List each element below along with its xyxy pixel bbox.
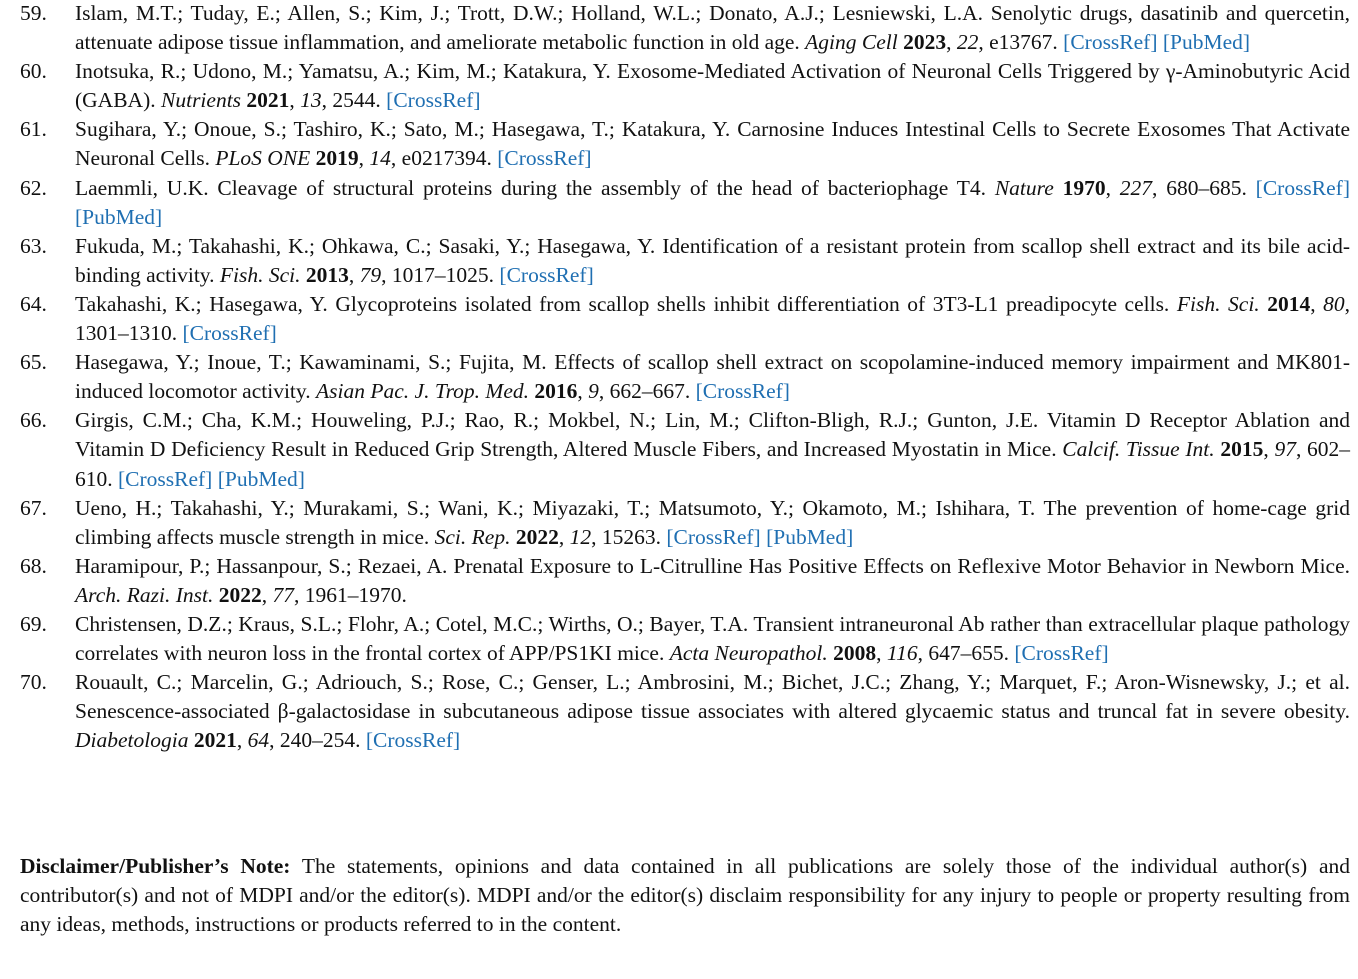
reference-authors: Islam, M.T.; Tuday, E.; Allen, S.; Kim, J.; Trott, D.W.; Holland, W.L.; Donato, A.J.; Lesniewski, L.A.	[75, 1, 984, 25]
reference-item: 63. Fukuda, M.; Takahashi, K.; Ohkawa, C.; Sasaki, Y.; Hasegawa, Y. Identification of a resistant protein from scallop shell extract and its bile acid-binding activity. Fish. Sci. 2013, 79, 1017–1025. [CrossRef]	[20, 233, 1350, 287]
reference-pages: 680–685.	[1166, 175, 1247, 200]
reference-link-crossref[interactable]: [CrossRef]	[695, 379, 790, 404]
reference-volume: 14	[369, 146, 391, 171]
reference-link-pubmed[interactable]: [PubMed]	[75, 204, 163, 229]
reference-volume: 9	[588, 379, 599, 404]
reference-year: 2016	[534, 379, 578, 404]
reference-title: Exosome-Mediated Activation of Neuronal Cells Triggered by γ-Aminobutyric Acid (GABA).	[75, 59, 1351, 113]
reference-year: 2022	[218, 582, 262, 607]
reference-title: Vitamin D Receptor Ablation and Vitamin D Deficiency Result in Reduced Grip Strength, Altered Muscle Fibers, and Increased Myostatin in Mice.	[75, 408, 1350, 462]
reference-journal: Calcif. Tissue Int.	[1062, 437, 1215, 462]
reference-year: 2019	[315, 146, 359, 171]
reference-number: 65.	[20, 350, 47, 375]
reference-volume: 64	[247, 728, 270, 753]
reference-item: 67. Ueno, H.; Takahashi, Y.; Murakami, S.; Wani, K.; Miyazaki, T.; Matsumoto, Y.; Okamoto, M.; Ishihara, T. The prevention of home-cage grid climbing affects muscle strength in mice. Sci. Rep. 2022, 12, 15263. [CrossRef] [PubMed]	[20, 495, 1350, 549]
reference-item: 68. Haramipour, P.; Hassanpour, S.; Rezaei, A. Prenatal Exposure to L-Citrulline Has Positive Effects on Reflexive Motor Behavior in Newborn Mice. Arch. Razi. Inst. 2022, 77, 1961–1970.	[20, 553, 1350, 607]
reference-authors: Sugihara, Y.; Onoue, S.; Tashiro, K.; Sato, M.; Hasegawa, T.; Katakura, Y.	[75, 117, 731, 142]
reference-authors: Inotsuka, R.; Udono, M.; Yamatsu, A.; Kim, M.; Katakura, Y.	[75, 59, 611, 84]
reference-link-pubmed[interactable]: [PubMed]	[766, 524, 854, 549]
reference-volume: 12	[569, 524, 592, 549]
reference-link-crossref[interactable]: [CrossRef]	[666, 524, 761, 549]
reference-link-crossref[interactable]: [CrossRef]	[365, 728, 461, 753]
reference-year: 2021	[246, 88, 290, 113]
reference-journal: Nature	[994, 175, 1054, 200]
reference-title: Senescence-associated β-galactosidase in subcutaneous adipose tissue associates with altered glycaemic status and truncal fat in severe obesity.	[75, 699, 1350, 724]
reference-number: 62.	[20, 175, 47, 200]
reference-volume: 80	[1323, 291, 1345, 316]
reference-number: 70.	[20, 670, 47, 695]
reference-item: 66. Girgis, C.M.; Cha, K.M.; Houweling, P.J.; Rao, R.; Mokbel, N.; Lin, M.; Clifton-Bligh, R.J.; Gunton, J.E. Vitamin D Receptor Ablation and Vitamin D Deficiency Result in Reduced Grip Strength, Altered Muscle Fibers, and Increased Myostatin in Mice. Calcif. Tissue Int. 2015, 97, 602–610. [CrossRef] [PubMed]	[20, 408, 1351, 491]
reference-pages: 1301–1310.	[75, 321, 178, 346]
reference-journal: Aging Cell	[805, 30, 898, 55]
reference-number: 59.	[20, 1, 47, 25]
reference-journal: Acta Neuropathol.	[669, 641, 828, 666]
reference-item: 65. Hasegawa, Y.; Inoue, T.; Kawaminami, S.; Fujita, M. Effects of scallop shell extract on scopolamine-induced memory impairment and MK801-induced locomotor activity. Asian Pac. J. Trop. Med. 2016, 9, 662–667. [CrossRef]	[20, 350, 1350, 404]
reference-year: 1970	[1062, 175, 1106, 200]
reference-title: Identification of a resistant protein from scallop shell extract and its bile acid-binding activity.	[75, 233, 1350, 287]
reference-link-crossref[interactable]: [CrossRef]	[118, 466, 213, 491]
reference-number: 64.	[20, 291, 47, 316]
reference-year: 2021	[193, 728, 237, 753]
reference-year: 2022	[515, 524, 559, 549]
reference-year: 2014	[1267, 291, 1311, 316]
reference-authors: Girgis, C.M.; Cha, K.M.; Houweling, P.J.; Rao, R.; Mokbel, N.; Lin, M.; Clifton-Bligh, R.J.; Gunton, J.E.	[75, 408, 1039, 433]
reference-number: 66.	[20, 408, 47, 433]
reference-title: Transient intraneuronal Ab rather than extracellular plaque pathology correlates with neuron loss in the frontal cortex of APP/PS1KI mice.	[75, 611, 1351, 666]
reference-year: 2023	[903, 30, 947, 55]
disclaimer	[20, 852, 1350, 939]
reference-journal: Diabetologia	[75, 728, 189, 753]
disclaimer-label: Disclaimer/Publisher’s Note:	[20, 854, 291, 878]
reference-volume: 97	[1274, 437, 1296, 462]
reference-number: 61.	[20, 117, 47, 142]
reference-authors: Haramipour, P.; Hassanpour, S.; Rezaei, A.	[75, 553, 448, 578]
reference-pages: 662–667.	[609, 379, 691, 404]
reference-authors: Hasegawa, Y.; Inoue, T.; Kawaminami, S.; Fujita, M.	[75, 350, 547, 375]
reference-title: The prevention of home-cage grid climbing affects muscle strength in mice.	[75, 495, 1350, 549]
reference-authors: Ueno, H.; Takahashi, Y.; Murakami, S.; Wani, K.; Miyazaki, T.; Matsumoto, Y.; Okamoto, M.; Ishihara, T.	[75, 495, 1036, 520]
reference-authors: Takahashi, K.; Hasegawa, Y.	[75, 291, 328, 316]
reference-title: Cleavage of structural proteins during the assembly of the head of bacteriophage T4.	[217, 175, 987, 200]
reference-journal: Fish. Sci.	[219, 262, 301, 287]
reference-journal: Sci. Rep.	[434, 524, 511, 549]
reference-authors: Laemmli, U.K.	[75, 175, 209, 200]
disclaimer-text: The statements, opinions and data contained in all publications are solely those of the individual author(s) and contributor(s) and not of MDPI and/or the editor(s). MDPI and/or the editor(s) disclaim responsibility for any injury to people or property resulting from any ideas, methods, instructions or products referred to in the content.	[20, 854, 1350, 937]
reference-pages: 2544.	[332, 88, 381, 113]
reference-title: Prenatal Exposure to L-Citrulline Has Positive Effects on Reflexive Motor Behavior in Newborn Mice.	[453, 553, 1350, 578]
reference-item: 60. Inotsuka, R.; Udono, M.; Yamatsu, A.; Kim, M.; Katakura, Y. Exosome-Mediated Activation of Neuronal Cells Triggered by γ-Aminobutyric Acid (GABA). Nutrients 2021, 13, 2544. [CrossRef]	[20, 59, 1351, 113]
reference-link-crossref[interactable]: [CrossRef]	[182, 321, 277, 346]
reference-journal: Asian Pac. J. Trop. Med.	[316, 379, 529, 404]
reference-authors: Christensen, D.Z.; Kraus, S.L.; Flohr, A.; Cotel, M.C.; Wirths, O.; Bayer, T.A.	[75, 611, 749, 636]
reference-number: 63.	[20, 233, 47, 258]
reference-item: 69. Christensen, D.Z.; Kraus, S.L.; Flohr, A.; Cotel, M.C.; Wirths, O.; Bayer, T.A. Transient intraneuronal Ab rather than extracellular plaque pathology correlates with neuron loss in the frontal cortex of APP/PS1KI mice. Acta Neuropathol. 2008, 116, 647–655. [CrossRef]	[20, 611, 1351, 666]
reference-pages: 602–610.	[75, 437, 1351, 491]
reference-volume: 13	[300, 88, 322, 113]
reference-link-crossref[interactable]: [CrossRef]	[1063, 30, 1158, 55]
reference-volume: 22	[956, 30, 979, 55]
reference-authors: Rouault, C.; Marcelin, G.; Adriouch, S.; Rose, C.; Genser, L.; Ambrosini, M.; Bichet, J.C.; Zhang, Y.; Marquet, F.; Aron-Wisnewsky, J.; et al.	[75, 670, 1350, 695]
reference-journal: Arch. Razi. Inst.	[75, 582, 214, 607]
reference-link-pubmed[interactable]: [PubMed]	[217, 466, 305, 491]
reference-number: 68.	[20, 553, 47, 578]
reference-journal: PLoS ONE	[215, 146, 311, 171]
reference-volume: 77	[272, 582, 294, 607]
reference-volume: 79	[359, 262, 382, 287]
reference-list	[20, 0, 1350, 755]
reference-number: 67.	[20, 495, 47, 520]
reference-pages: 15263.	[601, 524, 661, 549]
reference-volume: 116	[886, 641, 918, 666]
reference-item: 70. Rouault, C.; Marcelin, G.; Adriouch, S.; Rose, C.; Genser, L.; Ambrosini, M.; Bichet, J.C.; Zhang, Y.; Marquet, F.; Aron-Wisnewsky, J.; et al. Senescence-associated β-galactosidase in subcutaneous adipose tissue associates with altered glycaemic status and truncal fat in severe obesity. Diabetologia 2021, 64, 240–254. [CrossRef]	[20, 670, 1350, 753]
reference-pages: 1961–1970.	[304, 582, 407, 607]
reference-link-crossref[interactable]: [CrossRef]	[1255, 175, 1351, 200]
reference-link-crossref[interactable]: [CrossRef]	[386, 88, 481, 113]
reference-title: Effects of scallop shell extract on scopolamine-induced memory impairment and MK801-induced locomotor activity.	[75, 350, 1350, 404]
reference-link-crossref[interactable]: [CrossRef]	[497, 146, 592, 171]
reference-journal: Fish. Sci.	[1176, 291, 1260, 316]
reference-pages: 647–655.	[928, 641, 1009, 666]
reference-item: 64. Takahashi, K.; Hasegawa, Y. Glycoproteins isolated from scallop shells inhibit differentiation of 3T3-L1 preadipocyte cells. Fish. Sci. 2014, 80, 1301–1310. [CrossRef]	[20, 291, 1351, 346]
reference-item: 59. Islam, M.T.; Tuday, E.; Allen, S.; Kim, J.; Trott, D.W.; Holland, W.L.; Donato, A.J.; Lesniewski, L.A. Senolytic drugs, dasatinib and quercetin, attenuate adipose tissue inflammation, and ameliorate metabolic function in old age. Aging Cell 2023, 22, e13767. [CrossRef] [PubMed]	[20, 1, 1351, 55]
reference-item: 61. Sugihara, Y.; Onoue, S.; Tashiro, K.; Sato, M.; Hasegawa, T.; Katakura, Y. Carnosine Induces Intestinal Cells to Secrete Exosomes That Activate Neuronal Cells. PLoS ONE 2019, 14, e0217394. [CrossRef]	[20, 117, 1351, 171]
reference-year: 2013	[305, 262, 349, 287]
reference-title: Glycoproteins isolated from scallop shells inhibit differentiation of 3T3-L1 preadipocyte cells.	[335, 291, 1170, 316]
reference-journal: Nutrients	[161, 88, 242, 113]
reference-pages: 240–254.	[279, 728, 361, 753]
reference-link-pubmed[interactable]: [PubMed]	[1162, 30, 1251, 55]
reference-link-crossref[interactable]: [CrossRef]	[1014, 641, 1109, 666]
reference-item: 62. Laemmli, U.K. Cleavage of structural proteins during the assembly of the head of bacteriophage T4. Nature 1970, 227, 680–685. [CrossRef] [PubMed]	[20, 175, 1351, 229]
reference-title: Carnosine Induces Intestinal Cells to Secrete Exosomes That Activate Neuronal Cells.	[75, 117, 1351, 171]
reference-authors: Fukuda, M.; Takahashi, K.; Ohkawa, C.; Sasaki, Y.; Hasegawa, Y.	[75, 233, 656, 258]
reference-year: 2015	[1220, 437, 1264, 462]
reference-pages: e0217394.	[401, 146, 492, 171]
reference-number: 69.	[20, 611, 47, 636]
reference-volume: 227	[1119, 175, 1153, 200]
reference-pages: 1017–1025.	[391, 262, 495, 287]
reference-title: Senolytic drugs, dasatinib and quercetin, attenuate adipose tissue inflammation, and ameliorate metabolic function in old age.	[75, 1, 1351, 55]
reference-pages: e13767.	[989, 30, 1058, 55]
reference-number: 60.	[20, 59, 47, 84]
reference-year: 2008	[833, 641, 877, 666]
reference-link-crossref[interactable]: [CrossRef]	[499, 262, 594, 287]
